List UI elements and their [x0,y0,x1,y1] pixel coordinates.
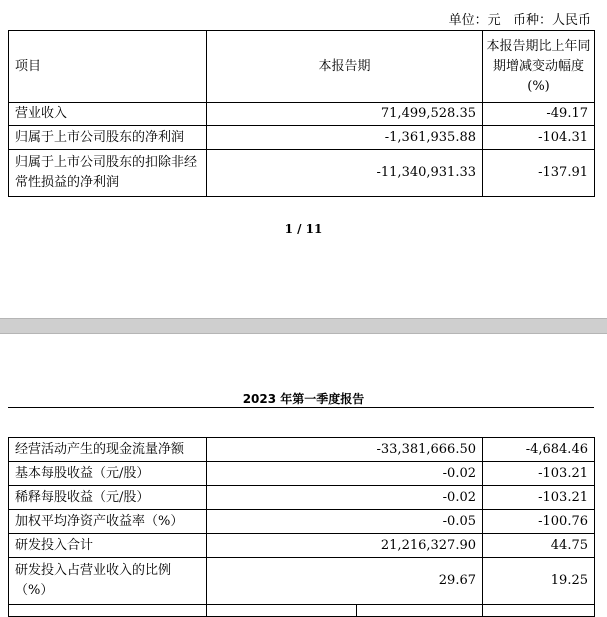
table-row [9,150,595,197]
row-change: 44.75 [483,534,595,558]
row-value: 71,499,528.35 [207,103,483,126]
table-row [9,438,595,462]
row-label: 经营活动产生的现金流量净额 [9,438,207,462]
row-label: 归属于上市公司股东的扣除非经常性损益的净利润 [9,150,207,197]
header-rule [8,407,594,408]
partial-cell [9,605,207,617]
row-value: -33,381,666.50 [207,438,483,462]
table-row [9,534,595,558]
page-separator [0,318,607,334]
header-item: 项目 [9,31,207,103]
row-label: 研发投入占营业收入的比例（%） [9,558,207,605]
header-yoy-change: 本报告期比上年同期增减变动幅度(%) [483,31,595,103]
table-row [9,510,595,534]
row-label: 稀释每股收益（元/股） [9,486,207,510]
table-row [9,126,595,150]
row-change: -137.91 [483,150,595,197]
table-row-partial [9,605,595,617]
row-value: -11,340,931.33 [207,150,483,197]
row-label: 基本每股收益（元/股） [9,462,207,486]
partial-cell [357,605,483,617]
table-header-row [9,31,595,103]
row-change: 19.25 [483,558,595,605]
currency-unit-note: 单位：元 币种：人民币 [448,13,591,28]
row-label: 归属于上市公司股东的净利润 [9,126,207,150]
row-change: -49.17 [483,103,595,126]
row-label: 研发投入合计 [9,534,207,558]
row-change: -104.31 [483,126,595,150]
row-change: -103.21 [483,462,595,486]
row-change: -100.76 [483,510,595,534]
row-label: 加权平均净资产收益率（%） [9,510,207,534]
row-value: 21,216,327.90 [207,534,483,558]
table-row [9,462,595,486]
key-financials-table-page1 [8,30,595,197]
row-change: -4,684.46 [483,438,595,462]
table-row [9,486,595,510]
row-value: -0.02 [207,486,483,510]
row-change: -103.21 [483,486,595,510]
row-value: -1,361,935.88 [207,126,483,150]
page-number: 1 / 11 [284,222,323,236]
table-row [9,558,595,605]
table-row [9,103,595,126]
row-label: 营业收入 [9,103,207,126]
row-value: 29.67 [207,558,483,605]
report-header-title: 2023 年第一季度报告 [242,392,365,406]
header-current-period: 本报告期 [207,31,483,103]
row-value: -0.05 [207,510,483,534]
key-financials-table-page2 [8,437,595,617]
row-value: -0.02 [207,462,483,486]
partial-cell [483,605,595,617]
partial-cell [207,605,357,617]
